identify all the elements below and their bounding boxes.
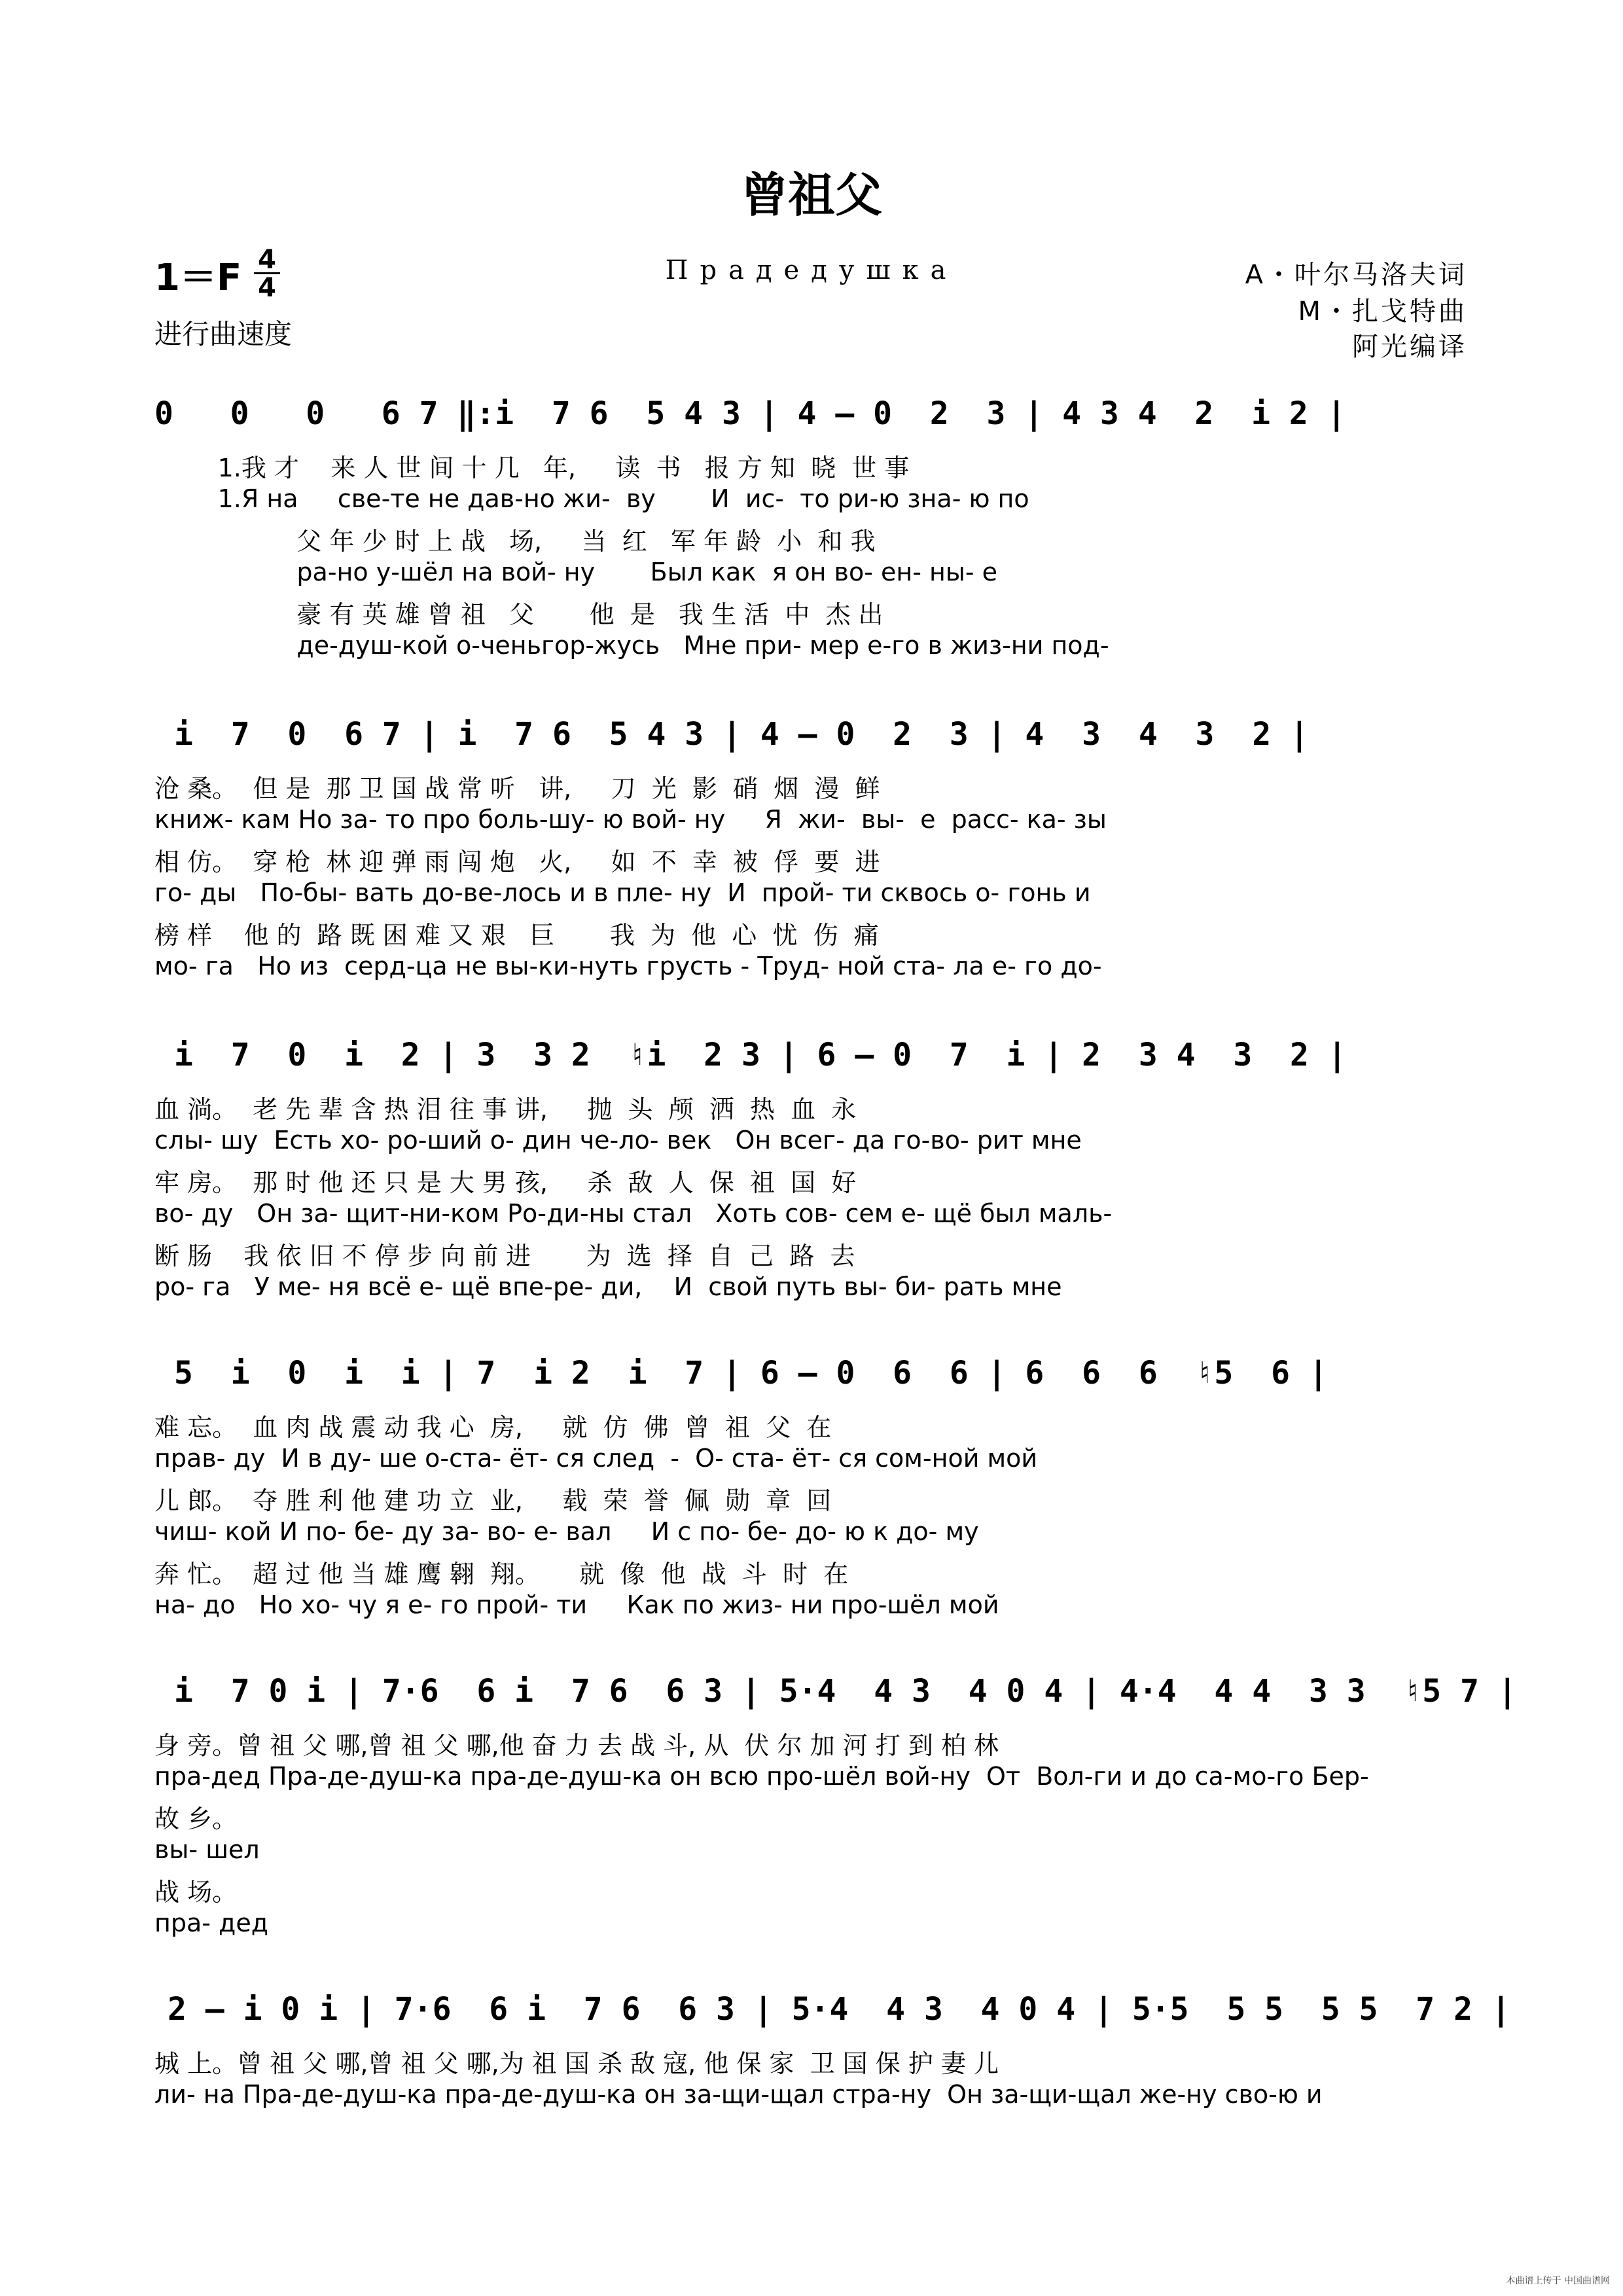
lyric-line: 1.我 才 来 人 世 间 十 几 年, 读 书 报 方 知 晓 世 事 xyxy=(154,454,910,482)
notes-line: 5 i 0 i i | 7 i 2 i 7 | 6 – 0 6 6 | 6 6 6 ♮5 6 | xyxy=(174,1355,1328,1391)
lyric-line: 战 场。 xyxy=(154,1878,238,1907)
lyric-line: во- ду Он за- щит-ни-ком Ро-ди-ны стал Хоть сов- сем е- щё был маль- xyxy=(154,1199,1113,1228)
lyric-line: го- ды По-бы- вать до-ве-лось и в пле- ну И прой- ти сквось о- гонь и xyxy=(154,878,1091,907)
russian-title: Прадедушка xyxy=(665,255,958,285)
lyric-line: 相 仿。 穿 枪 林 迎 弹 雨 闯 炮 火, 如 不 幸 被 俘 要 进 xyxy=(154,848,880,876)
lyric-line: ро- га У ме- ня всё е- щё впе-ре- ди, И свой путь вы- би- рать мне xyxy=(154,1272,1062,1301)
lyric-line: 榜 样 他 的 路 既 困 难 又 艰 巨 我 为 他 心 忧 伤 痛 xyxy=(154,921,879,950)
lyric-line: 奔 忙。 超 过 他 当 雄 鹰 翱 翔。 就 像 他 战 斗 时 在 xyxy=(154,1560,849,1588)
lyric-line: 断 肠 我 依 旧 不 停 步 向 前 进 为 选 择 自 己 路 去 xyxy=(154,1242,855,1270)
lyric-line: 沧 桑。 但 是 那 卫 国 战 常 听 讲, 刀 光 影 硝 烟 漫 鲜 xyxy=(154,774,880,803)
notes-line: i 7 0 i | 7·6 6 i 7 6 6 3 | 5·4 4 3 4 0 4 | 4·4 4 4 3 3 ♮5 7 | xyxy=(174,1673,1517,1710)
lyric-line: пра- дед xyxy=(154,1909,268,1937)
source-watermark: 本曲谱上传于 中国曲谱网 xyxy=(1506,2276,1610,2286)
lyric-line: 牢 房。 那 时 他 还 只 是 大 男 孩, 杀 敌 人 保 祖 国 好 xyxy=(154,1168,857,1197)
lyric-line: 1.Я на све-те не дав-но жи- ву И ис- то ри-ю зна- ю по xyxy=(154,484,1029,513)
key-signature: 1＝F xyxy=(154,257,242,299)
lyric-line: 血 淌。 老 先 辈 含 热 泪 往 事 讲, 抛 头 颅 洒 热 血 永 xyxy=(154,1095,857,1124)
lyric-line: чиш- кой И по- бе- ду за- во- е- вал И с по- бе- до- ю к до- му xyxy=(154,1517,979,1546)
lyric-line: 故 乡。 xyxy=(154,1804,238,1833)
lyric-line: 儿 郎。 夺 胜 利 他 建 功 立 业, 载 荣 誉 佩 勋 章 回 xyxy=(154,1486,832,1515)
tempo-marking: 进行曲速度 xyxy=(154,318,293,350)
lyric-line: пра-дед Пра-де-душ-ка пра-де-душ-ка он всю про-шёл вой-ну От Вол-ги и до са-мо-го Бер- xyxy=(154,1762,1369,1791)
composer-credit: M・扎戈特曲 xyxy=(1298,296,1467,327)
notes-line: 0 0 0 6 7 ‖:i 7 6 5 4 3 | 4 – 0 2 3 | 4 3 4 2 i 2 | xyxy=(154,395,1346,432)
lyric-line: мо- га Но из серд-ца не вы-ки-нуть грусть - Труд- ной ста- ла е- го до- xyxy=(154,952,1102,980)
lyric-line: на- до Но хо- чу я е- го прой- ти Как по жиз- ни про-шёл мой xyxy=(154,1590,999,1619)
lyric-line: 豪 有 英 雄 曾 祖 父 他 是 我 生 活 中 杰 出 xyxy=(154,600,883,629)
lyricist-credit: A・叶尔马洛夫词 xyxy=(1245,260,1467,290)
translator-credit: 阿光编译 xyxy=(1352,332,1467,362)
notes-line: i 7 0 6 7 | i 7 6 5 4 3 | 4 – 0 2 3 | 4 3 4 3 2 | xyxy=(174,716,1309,753)
lyric-line: прав- ду И в ду- ше о-ста- ёт- ся след - О- ста- ёт- ся сом-ной мой xyxy=(154,1444,1038,1473)
notes-line: 2 – i 0 i | 7·6 6 i 7 6 6 3 | 5·4 4 3 4 0 4 | 5·5 5 5 5 5 7 2 | xyxy=(168,1991,1510,2028)
lyric-line: 城 上。曾 祖 父 哪,曾 祖 父 哪,为 祖 国 杀 敌 寇, 他 保 家 卫 国 保 护 妻 儿 xyxy=(154,2049,999,2078)
lyric-line: ли- на Пра-де-душ-ка пра-де-душ-ка он за-щи-щал стра-ну Он за-щи-щал же-ну сво-ю и xyxy=(154,2080,1323,2109)
lyric-line: вы- шел xyxy=(154,1835,260,1864)
time-numerator: 4 xyxy=(258,245,276,275)
lyric-line: 身 旁。曾 祖 父 哪,曾 祖 父 哪,他 奋 力 去 战 斗, 从 伏 尔 加 河 打 到 柏 林 xyxy=(154,1731,999,1760)
lyric-line: книж- кам Но за- то про боль-шу- ю вой- ну Я жи- вы- е расс- ка- зы xyxy=(154,805,1107,834)
time-denominator: 4 xyxy=(254,272,280,300)
lyric-line: 难 忘。 血 肉 战 震 动 我 心 房, 就 仿 佛 曾 祖 父 在 xyxy=(154,1413,832,1442)
notes-line: i 7 0 i 2 | 3 3 2 ♮i 2 3 | 6 – 0 7 i | 2 3 4 3 2 | xyxy=(174,1037,1347,1073)
lyric-line: 父 年 少 时 上 战 场, 当 红 军 年 龄 小 和 我 xyxy=(154,527,876,556)
song-title: 曾祖父 xyxy=(740,168,882,223)
lyric-line: де-душ-кой о-ченьгор-жусь Мне при- мер е-го в жиз-ни под- xyxy=(154,631,1109,660)
lyric-line: слы- шу Есть хо- ро-ший о- дин че-ло- век Он всег- да го-во- рит мне xyxy=(154,1126,1082,1155)
lyric-line: ра-но у-шёл на вой- ну Был как я он во- ен- ны- е xyxy=(154,558,998,586)
